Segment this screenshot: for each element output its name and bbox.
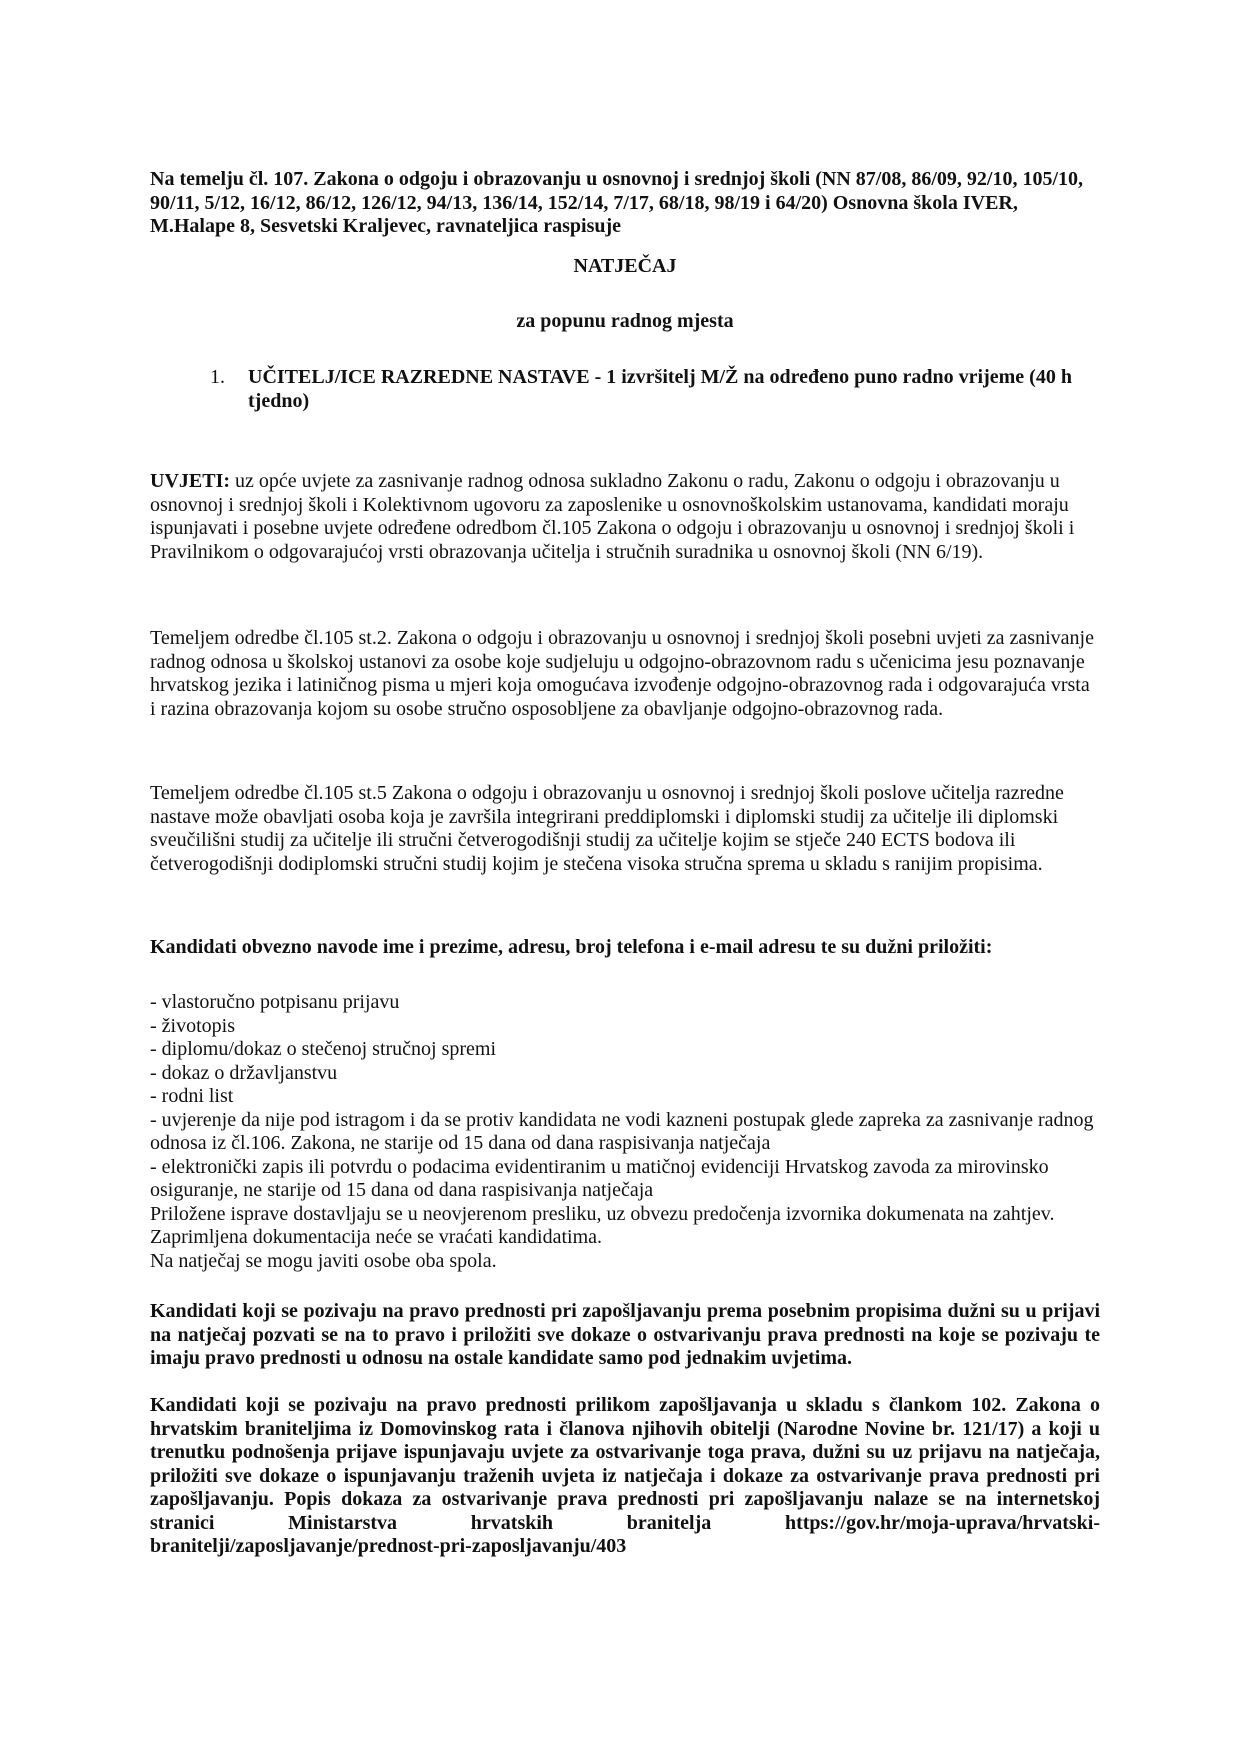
document-title: NATJEČAJ bbox=[573, 255, 677, 277]
documents-heading: Kandidati obvezno navode ime i prezime, adresu, broj telefona i e-mail adresu te su dužni priložiti: bbox=[150, 936, 993, 958]
priority-paragraph-1: Kandidati koji se pozivaju na pravo prednosti pri zapošljavanju prema posebnim propisima dužni su u prijavi na natječaj pozvati se na to pravo i priložiti sve dokaze o ostvarivanju prava prednosti na koje se pozivaju te imaju pravo prednosti u odnosu na ostale kandidate samo pod jednakim uvjetima. bbox=[150, 1300, 1100, 1369]
list-item: - dokaz o državljanstvu bbox=[150, 1061, 338, 1084]
paragraph-3: Temeljem odredbe čl.105 st.5 Zakona o odgoju i obrazovanju u osnovnoj i srednjoj školi poslove učitelja razredne nastave može obavljati osoba koja je završila integrirani preddiplomski i diplomski studij za učitelje ili diplomski sveučilišni studij za učitelje ili stručni četverogodišnji studij za učitelje kojim se stječe 240 ECTS bodova ili četverogodišnji dodiplomski stručni studij kojim je stečena visoka stručna sprema u skladu s ranijim propisima. bbox=[150, 782, 1064, 875]
priority-paragraph-2: Kandidati koji se pozivaju na pravo prednosti prilikom zapošljavanja u skladu s člankom 102. Zakona o hrvatskim braniteljima iz Domovinskog rata i članova njihovih obitelji (Narodne Novine br. 121/17) a koji u trenutku podnošenja prijave ispunjavaju uvjete za ostvarivanje toga prava, dužni su uz prijavu na natječaja, priložiti sve dokaze o ispunjavanju traženih uvjeta iz natječaja i dokaze za ostvarivanje prava prednosti pri zapošljavanju. Popis dokaza za ostvarivanje prava prednosti pri zapošljavanju nalaze se na internetskoj stranici Ministarstva hrvatskih branitelja https://gov.hr/moja-uprava/hrvatski-branitelji/zaposljavanje/prednost-pri-zaposljavanju/403 bbox=[150, 1394, 1100, 1557]
position-number: 1. bbox=[210, 366, 225, 388]
note-line: Priložene isprave dostavljaju se u neovjerenom presliku, uz obvezu predočenja izvornika dokumenata na zahtjev. bbox=[150, 1202, 1055, 1225]
list-item: - životopis bbox=[150, 1014, 235, 1037]
paragraph-2: Temeljem odredbe čl.105 st.2. Zakona o odgoju i obrazovanju u osnovnoj i srednjoj školi posebni uvjeti za zasnivanje radnog odnosa u školskoj ustanovi za osobe koje sudjeluju u odgojno-obrazovnom radu s učenicima jesu poznavanje hrvatskog jezika i latiničnog pisma u mjeri koja omogućava izvođenje odgojno-obrazovnog rada i odgovarajuća vrsta i razina obrazovanja kojom su osobe stručno osposobljene za obavljanje odgojno-obrazovnog rada. bbox=[150, 627, 1094, 720]
document-subtitle: za popunu radnog mjesta bbox=[516, 310, 734, 332]
list-item: - vlastoručno potpisanu prijavu bbox=[150, 991, 400, 1013]
note-line: Zaprimljena dokumentacija neće se vraćati kandidatima. bbox=[150, 1226, 603, 1248]
list-item: - elektronički zapis ili potvrdu o podacima evidentiranim u matičnoj evidenciji Hrvatskog zavoda za mirovinsko osiguranje, ne starije od 15 dana od dana raspisivanja natječaja bbox=[150, 1155, 1049, 1201]
list-item: - diplomu/dokaz o stečenoj stručnoj spremi bbox=[150, 1038, 497, 1060]
conditions-label: UVJETI: bbox=[150, 470, 231, 492]
note-line: Na natječaj se mogu javiti osobe oba spola. bbox=[150, 1249, 497, 1272]
list-item: - uvjerenje da nije pod istragom i da se protiv kandidata ne vodi kazneni postupak glede zapreka za zasnivanje radnog odnosa iz čl.106. Zakona, ne starije od 15 dana od dana raspisivanja natječaja bbox=[150, 1108, 1094, 1154]
position-text: UČITELJ/ICE RAZREDNE NASTAVE - 1 izvršitelj M/Ž na određeno puno radno vrijeme (40 h tjedno) bbox=[248, 366, 1072, 412]
documents-list bbox=[150, 991, 1100, 1273]
conditions-paragraph bbox=[150, 470, 1100, 564]
intro-paragraph: Na temelju čl. 107. Zakona o odgoju i obrazovanju u osnovnoj i srednjoj školi (NN 87/08, 86/09, 92/10, 105/10, 90/11, 5/12, 16/12, 86/12, 126/12, 94/13, 136/14, 152/14, 7/17, 68/18, 98/19 i 64/20) Osnovna škola IVER, M.Halape 8, Sesvetski Kraljevec, ravnateljica raspisuje bbox=[150, 168, 1084, 237]
list-item: - rodni list bbox=[150, 1085, 234, 1107]
conditions-text: uz opće uvjete za zasnivanje radnog odnosa sukladno Zakonu o radu, Zakonu o odgoju i obrazovanju u osnovnoj i srednjoj školi i Kolektivnom ugovoru za zaposlenike u osnovnoškolskim ustanovama, kandidati moraju ispunjavati i posebne uvjete određene odredbom čl.105 Zakona o odgoju i obrazovanju u osnovnoj i srednjoj školi i Pravilnikom o odgovarajućoj vrsti obrazovanja učitelja i stručnih suradnika u osnovnoj školi (NN 6/19). bbox=[150, 470, 1075, 563]
